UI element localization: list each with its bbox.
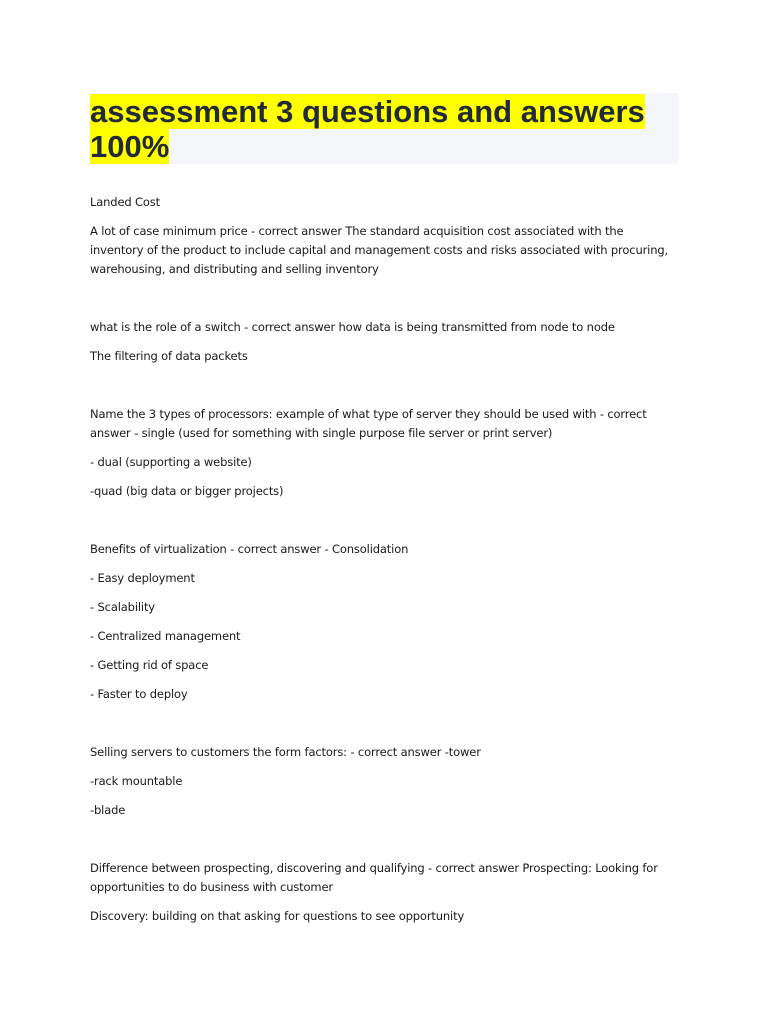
paragraph: Difference between prospecting, discovering and qualifying - correct answer Prospecting: Looking for opportunities to do business with customer [90, 861, 658, 894]
paragraph: Selling servers to customers the form factors: - correct answer -tower [90, 745, 481, 759]
title-highlight: assessment 3 questions and answers 100% [90, 94, 645, 164]
paragraph: Benefits of virtualization - correct answer - Consolidation [90, 542, 409, 556]
paragraph: -quad (big data or bigger projects) [90, 484, 284, 498]
paragraph: - Faster to deploy [90, 687, 188, 701]
paragraph: -rack mountable [90, 774, 183, 788]
title-block [90, 93, 678, 164]
paragraph: - Centralized management [90, 629, 241, 643]
paragraph: - dual (supporting a website) [90, 455, 252, 469]
paragraph: Landed Cost [90, 195, 160, 209]
paragraph: A lot of case minimum price - correct answer The standard acquisition cost associated with the inventory of the product to include capital and management costs and risks associated with procuring, warehousing, and distributing and selling inventory [90, 224, 668, 276]
document-title [90, 93, 678, 164]
paragraph: Discovery: building on that asking for questions to see opportunity [90, 909, 465, 923]
document-body [90, 193, 680, 926]
paragraph: what is the role of a switch - correct answer how data is being transmitted from node to node [90, 320, 615, 334]
paragraph: - Scalability [90, 600, 155, 614]
paragraph: - Easy deployment [90, 571, 195, 585]
paragraph: Name the 3 types of processors: example of what type of server they should be used with - correct answer - single (used for something with single purpose file server or print server) [90, 407, 647, 440]
paragraph: -blade [90, 803, 126, 817]
document-page [90, 93, 680, 926]
paragraph: The filtering of data packets [90, 349, 248, 363]
paragraph: - Getting rid of space [90, 658, 209, 672]
